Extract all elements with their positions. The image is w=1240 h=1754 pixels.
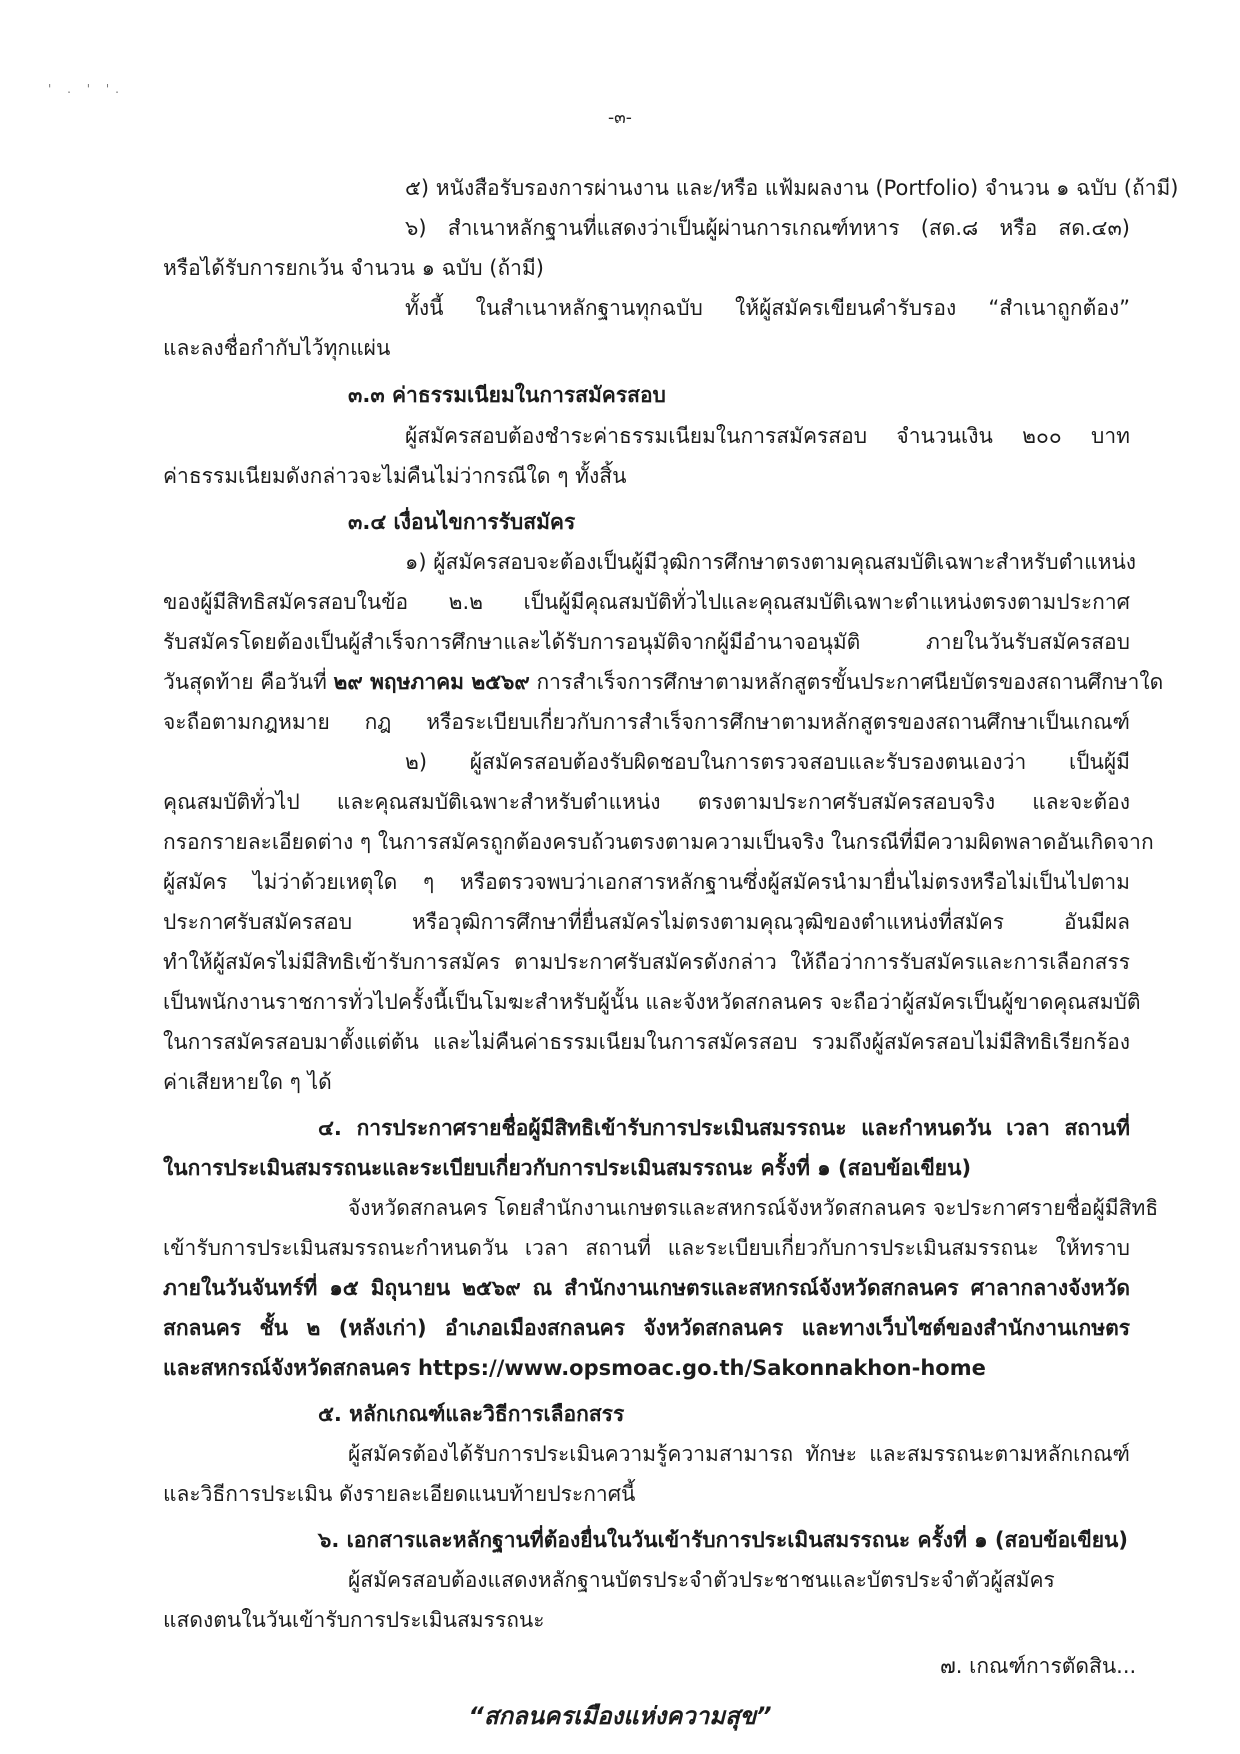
section-4-heading: ๔. การประกาศรายชื่อผู้มีสิทธิเข้ารับการประเมินสมรรถนะ และกำหนดวัน เวลา สถานที่ [318, 1116, 1130, 1140]
continuation-note: ๗. เกณฑ์การตัดสิน... [940, 1654, 1137, 1678]
cond-2-line-4: ผู้สมัคร ไม่ว่าด้วยเหตุใด ๆ หรือตรวจพบว่าเอกสารหลักฐานซึ่งผู้สมัครนำมายื่นไม่ตรงหรือไม่เป็นไปตาม [163, 870, 1130, 894]
certify-note-cont: และลงชื่อกำกับไว้ทุกแผ่น [163, 336, 391, 360]
cond-1-line-5: จะถือตามกฎหมาย กฎ หรือระเบียบเกี่ยวกับการสำเร็จการศึกษาตามหลักสูตรของสถานศึกษาเป็นเกณฑ์ [163, 710, 1130, 734]
section-4-line-1: จังหวัดสกลนคร โดยสำนักงานเกษตรและสหกรณ์จังหวัดสกลนคร จะประกาศรายชื่อผู้มีสิทธิ [348, 1196, 1159, 1220]
section-6-heading: ๖. เอกสารและหลักฐานที่ต้องยื่นในวันเข้ารับการประเมินสมรรถนะ ครั้งที่ ๑ (สอบข้อเขียน) [318, 1528, 1128, 1552]
section-6-line-2: แสดงตนในวันเข้ารับการประเมินสมรรถนะ [163, 1608, 545, 1632]
section-3-3-heading: ๓.๓ ค่าธรรมเนียมในการสมัครสอบ [348, 383, 666, 407]
cond-1-line-4 [163, 668, 1164, 696]
website-text: และสหกรณ์จังหวัดสกลนคร https://www.opsmoac.go.th/Sakonnakhon-home [163, 1356, 986, 1380]
section-4-line-2: เข้ารับการประเมินสมรรถนะกำหนดวัน เวลา สถานที่ และระเบียบเกี่ยวกับการประเมินสมรรถนะ ให้ทราบ [163, 1236, 1130, 1260]
cond-2-line-9: ค่าเสียหายใด ๆ ได้ [163, 1070, 332, 1094]
fee-text: ผู้สมัครสอบต้องชำระค่าธรรมเนียมในการสมัครสอบ จำนวนเงิน ๒๐๐ บาท [405, 424, 1130, 448]
cond-2-line-6: ทำให้ผู้สมัครไม่มีสิทธิเข้ารับการสมัคร ตามประกาศรับสมัครดังกล่าว ให้ถือว่าการรับสมัครและการเลือกสรร [163, 950, 1130, 974]
cond-2-line-1: ๒) ผู้สมัครสอบต้องรับผิดชอบในการตรวจสอบและรับรองตนเองว่า เป็นผู้มี [405, 750, 1130, 774]
fee-text-cont: ค่าธรรมเนียมดังกล่าวจะไม่คืนไม่ว่ากรณีใด ๆ ทั้งสิ้น [163, 464, 627, 488]
cond-1-line-3: รับสมัครโดยต้องเป็นผู้สำเร็จการศึกษาและได้รับการอนุมัติจากผู้มีอำนาจอนุมัติ ภายในวันรับสมัครสอบ [163, 630, 1130, 654]
page-number: -๓- [608, 108, 632, 128]
scan-specks: ' . ' '. [48, 82, 125, 96]
deadline-suffix: การสำเร็จการศึกษาตามหลักสูตรขั้นประกาศนียบัตรของสถานศึกษาใด [529, 670, 1164, 694]
certify-note: ทั้งนี้ ในสำเนาหลักฐานทุกฉบับ ให้ผู้สมัครเขียนคำรับรอง “สำเนาถูกต้อง” [405, 296, 1130, 320]
section-5-heading: ๕. หลักเกณฑ์และวิธีการเลือกสรร [318, 1402, 625, 1426]
cond-2-line-8: ในการสมัครสอบมาตั้งแต่ต้น และไม่คืนค่าธรรมเนียมในการสมัครสอบ รวมถึงผู้สมัครสอบไม่มีสิทธิเรียกร้อง [163, 1030, 1130, 1054]
section-4-line-4: สกลนคร ชั้น ๒ (หลังเก่า) อำเภอเมืองสกลนคร จังหวัดสกลนคร และทางเว็บไซต์ของสำนักงานเกษตร [163, 1316, 1130, 1340]
footer-motto: “สกลนครเมืองแห่งความสุข” [468, 1702, 772, 1730]
section-6-line-1: ผู้สมัครสอบต้องแสดงหลักฐานบัตรประจำตัวประชาชนและบัตรประจำตัวผู้สมัคร [348, 1568, 1055, 1592]
item-6-cont: หรือได้รับการยกเว้น จำนวน ๑ ฉบับ (ถ้ามี) [163, 256, 545, 280]
item-5-documents: ๕) หนังสือรับรองการผ่านงาน และ/หรือ แฟ้มผลงาน (Portfolio) จำนวน ๑ ฉบับ (ถ้ามี) [405, 176, 1179, 200]
section-5-line-2: และวิธีการประเมิน ดังรายละเอียดแนบท้ายประกาศนี้ [163, 1482, 636, 1506]
cond-1-line-1: ๑) ผู้สมัครสอบจะต้องเป็นผู้มีวุฒิการศึกษาตรงตามคุณสมบัติเฉพาะสำหรับตำแหน่ง [405, 550, 1137, 574]
section-4-line-3: ภายในวันจันทร์ที่ ๑๕ มิถุนายน ๒๕๖๙ ณ สำนักงานเกษตรและสหกรณ์จังหวัดสกลนคร ศาลากลางจังหวัด [163, 1276, 1130, 1300]
cond-1-line-2: ของผู้มีสิทธิสมัครสอบในข้อ ๒.๒ เป็นผู้มีคุณสมบัติทั่วไปและคุณสมบัติเฉพาะตำแหน่งตรงตามประกาศ [163, 590, 1130, 614]
cond-2-line-2: คุณสมบัติทั่วไป และคุณสมบัติเฉพาะสำหรับตำแหน่ง ตรงตามประกาศรับสมัครสอบจริง และจะต้อง [163, 790, 1130, 814]
deadline-date: ๒๙ พฤษภาคม ๒๕๖๙ [333, 670, 530, 694]
section-5-line-1: ผู้สมัครต้องได้รับการประเมินความรู้ความสามารถ ทักษะ และสมรรถนะตามหลักเกณฑ์ [348, 1442, 1130, 1466]
section-4-heading-cont: ในการประเมินสมรรถนะและระเบียบเกี่ยวกับการประเมินสมรรถนะ ครั้งที่ ๑ (สอบข้อเขียน) [163, 1156, 972, 1180]
section-4-line-5 [163, 1354, 986, 1382]
cond-2-line-7: เป็นพนักงานราชการทั่วไปครั้งนี้เป็นโมฆะสำหรับผู้นั้น และจังหวัดสกลนคร จะถือว่าผู้สมัครเป็นผู้ขาดคุณสมบัติ [163, 990, 1141, 1014]
item-6-military: ๖) สำเนาหลักฐานที่แสดงว่าเป็นผู้ผ่านการเกณฑ์ทหาร (สด.๘ หรือ สด.๔๓) [405, 216, 1130, 240]
deadline-prefix: วันสุดท้าย คือวันที่ [163, 670, 334, 694]
section-3-4-heading: ๓.๔ เงื่อนไขการรับสมัคร [348, 510, 576, 534]
cond-2-line-3: กรอกรายละเอียดต่าง ๆ ในการสมัครถูกต้องครบถ้วนตรงตามความเป็นจริง ในกรณีที่มีความผิดพลาดอันเกิดจาก [163, 830, 1154, 854]
cond-2-line-5: ประกาศรับสมัครสอบ หรือวุฒิการศึกษาที่ยื่นสมัครไม่ตรงตามคุณวุฒิของตำแหน่งที่สมัคร อันมีผล [163, 910, 1130, 934]
